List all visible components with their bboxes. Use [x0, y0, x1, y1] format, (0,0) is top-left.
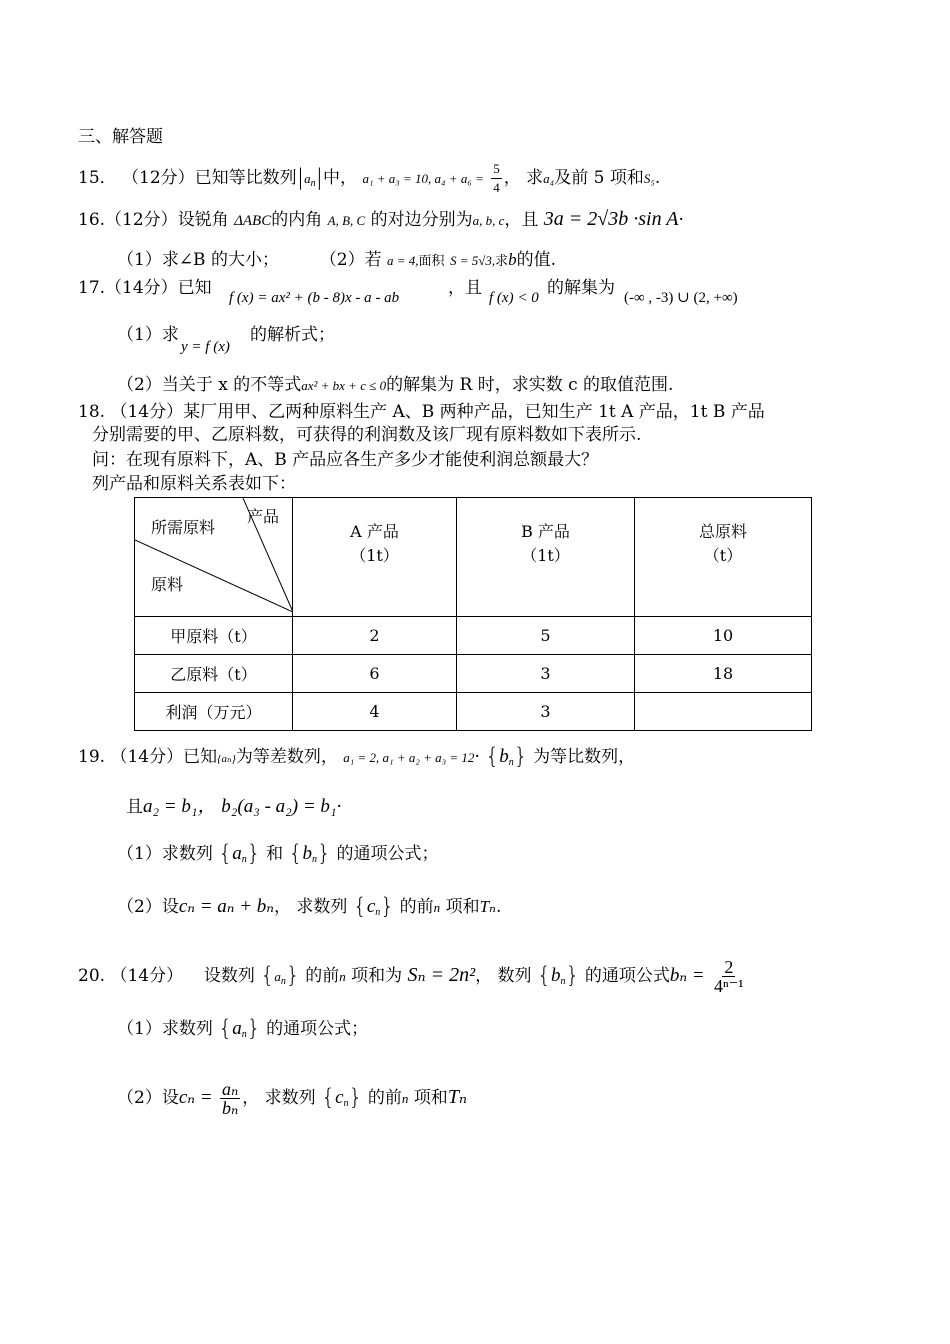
- q19-sub1-text: 和: [266, 844, 284, 864]
- q17-function: [229, 286, 399, 309]
- brace-right: }: [513, 744, 528, 770]
- q17-text: 已知: [177, 278, 212, 298]
- row-cell-total: [635, 693, 812, 731]
- q20-sub2-c: cₙ =: [178, 1087, 213, 1108]
- brace-right: }: [348, 1085, 363, 1111]
- seq-a-symbol: $a_n$: [304, 171, 316, 189]
- seq-c-symbol: $c_n$: [366, 896, 381, 918]
- q17-set-wrap: [624, 286, 738, 309]
- q19-sub2-def: cₙ = aₙ + bₙ: [178, 896, 275, 917]
- brace-right: }: [246, 1016, 261, 1042]
- seq-b-symbol: $b_n$: [550, 965, 566, 987]
- q20-text: 项和为: [351, 966, 403, 986]
- brace-left: {: [536, 963, 551, 989]
- q15-a4: a₄: [543, 171, 555, 186]
- q15-condition: a₁ + a₃ = 10, a₄ + a₆ =: [362, 171, 484, 186]
- corner-material-label: 原料: [151, 575, 184, 594]
- row-cell-b: 3: [457, 655, 635, 693]
- q16-text: 的对边分别为: [370, 210, 473, 230]
- col-a-label: A 产品: [350, 522, 399, 541]
- q17-points: （14分）: [105, 278, 178, 298]
- row-cell-a: 6: [293, 655, 457, 693]
- table-header-row: [135, 498, 812, 617]
- question-18: [78, 401, 765, 423]
- q17-sub2-ineq: ax² + bx + c ≤ 0: [301, 378, 387, 393]
- col-total-label: 总原料: [698, 522, 747, 541]
- question-19: [78, 746, 635, 770]
- q16-sub2-area-label: 面积: [418, 254, 445, 269]
- q20-sub2-text: 的前: [367, 1088, 402, 1108]
- q16-sub2-end: 的值.: [516, 250, 557, 270]
- q20-bn: bₙ =: [669, 965, 705, 986]
- question-17: [78, 277, 212, 299]
- q20-sub2-text: 项和: [413, 1088, 448, 1108]
- q15-s5: S₅: [643, 171, 655, 186]
- q19-text: ·: [336, 797, 342, 817]
- brace-right: }: [246, 841, 261, 867]
- q19-sub2-text: .: [495, 897, 502, 917]
- q17-sub1-func-wrap: [181, 335, 230, 358]
- q17-sub1-text: 的解析式；: [250, 325, 335, 345]
- q18-line4: 列产品和原料关系表如下：: [92, 474, 296, 494]
- q20-sub2-T: Tₙ: [447, 1086, 468, 1108]
- q20-text: 的通项公式: [584, 966, 670, 986]
- seq-b-symbol: $b_n$: [302, 843, 318, 865]
- q19-sub2-text: 的前: [399, 897, 434, 917]
- q15-text: 已知等比数列: [194, 168, 297, 188]
- question-20: [78, 958, 748, 995]
- q15-text: ， 求: [503, 168, 544, 188]
- q19-sub2-text: ， 求数列: [274, 897, 348, 917]
- q20-sub1-text: （1）求数列: [117, 1019, 213, 1039]
- q16-text: ，且: [504, 210, 539, 230]
- q18-line3: 问：在现有原料下，A、B 产品应各生产多少才能使利润总额最大？: [92, 450, 599, 470]
- q17-sub2: [117, 374, 673, 397]
- table-corner-cell: [135, 498, 293, 617]
- q19-sub1-text: 的通项公式；: [336, 844, 439, 864]
- brace-left: {: [321, 1085, 336, 1111]
- row-label: 甲原料（t）: [135, 617, 293, 655]
- q15-text: 及前 5 项和: [554, 168, 644, 188]
- brace-right: }: [317, 841, 332, 867]
- col-b-unit: （1t）: [521, 546, 570, 565]
- q19-text: ·: [474, 747, 480, 767]
- q16-text: 设锐角: [177, 210, 229, 230]
- brace-left: {: [485, 744, 500, 770]
- brace-left: {: [218, 841, 233, 867]
- row-label: 利润（万元）: [135, 693, 293, 731]
- q16-sub2-cond: a = 4,: [387, 253, 419, 268]
- q19-sub2-n: n: [433, 900, 441, 915]
- row-cell-total: 10: [635, 617, 812, 655]
- q19-sub2-text: 项和: [445, 897, 480, 917]
- q15-fraction: $\frac{5}{4}$: [493, 161, 500, 195]
- col-header-a: [293, 498, 457, 617]
- brace-left: {: [288, 841, 303, 867]
- q16-sub1: （1）求∠B 的大小；: [117, 250, 279, 270]
- q20-sub2-n: n: [401, 1091, 409, 1106]
- q17-set-label: [547, 277, 615, 299]
- section-title: 三、解答题: [78, 127, 163, 147]
- q16-sub2-area: S = 5√3,: [449, 253, 496, 268]
- q17-sub1-func: y = f (x): [181, 339, 230, 355]
- q16-sides: a, b, c: [472, 213, 505, 228]
- q20-number: 20.: [78, 966, 106, 986]
- q19-text: 且: [126, 797, 143, 817]
- q16-text: 的内角: [271, 210, 323, 230]
- question-16: [78, 208, 684, 232]
- q18-number: 18.: [78, 402, 106, 422]
- seq-a-symbol: $a_n$: [232, 1018, 247, 1040]
- q20-sub1: [117, 1018, 368, 1041]
- brace-left: {: [218, 1016, 233, 1042]
- q16-points: （12分）: [105, 210, 178, 230]
- q17-text: 的解集为: [547, 278, 615, 298]
- brace-left: |: [296, 165, 305, 191]
- q17-text: ，且: [448, 278, 482, 298]
- q20-text: 的前: [305, 966, 340, 986]
- row-cell-total: 18: [635, 655, 812, 693]
- brace-right: }: [285, 963, 300, 989]
- q20-sn: Sₙ = 2n²: [407, 964, 476, 986]
- brace-right: |: [315, 165, 324, 191]
- q17-continued: [448, 277, 482, 299]
- col-total-unit: （t）: [703, 546, 743, 565]
- corner-product-label: 产品: [247, 507, 280, 526]
- q17-set: (-∞ , -3) ∪ (2, +∞): [624, 290, 738, 306]
- q16-text: ·: [678, 210, 684, 230]
- q20-points: （14分）: [110, 966, 184, 986]
- q16-condition: 3a = 2√3b ·sin A: [543, 208, 679, 230]
- q19-text: 为等差数列，: [235, 747, 338, 767]
- q15-number: 15．: [78, 168, 117, 188]
- q19-sub1: [117, 843, 438, 866]
- q16-sub2: （2）若: [319, 250, 382, 270]
- table-row: [135, 617, 812, 655]
- q19-text: 已知: [183, 747, 218, 767]
- col-a-unit: （1t）: [350, 546, 399, 565]
- corner-required-label: 所需原料: [151, 518, 216, 537]
- q19-line2: [126, 796, 342, 818]
- question-15: [78, 160, 660, 197]
- q20-sub2-text: （2）设: [117, 1088, 179, 1108]
- q20-text: ， 数列: [475, 966, 532, 986]
- seq-a-symbol: $a_n$: [274, 969, 286, 987]
- q16-triangle: ΔABC: [234, 213, 272, 229]
- q20-n: n: [339, 969, 346, 984]
- q17-sub1-end: [250, 324, 335, 346]
- q17-ineq-wrap: [489, 286, 539, 309]
- q16-number: 16.: [78, 210, 106, 230]
- q17-sub1: [117, 324, 179, 346]
- q16-sub2-b: b: [508, 250, 517, 269]
- brace-right: }: [380, 894, 395, 920]
- col-header-total: [635, 498, 812, 617]
- q19-condition2: a₂ = b₁， b₂(a₃ - a₂) = b₁: [143, 796, 337, 817]
- col-header-b: [457, 498, 635, 617]
- q16-subquestions: [117, 249, 556, 273]
- q17-func: f (x) = ax² + (b - 8)x - a - ab: [229, 290, 400, 306]
- q17-ineq: f (x) < 0: [489, 290, 539, 306]
- q20-sub2-fraction: $\frac{\text{aₙ}}{\text{bₙ}}$: [221, 1079, 239, 1118]
- table-row: [135, 655, 812, 693]
- row-cell-a: 2: [293, 617, 457, 655]
- q15-points: （12分）: [122, 168, 195, 188]
- q19-condition: a₁ = 2, a₁ + a₂ + a₃ = 12: [343, 750, 475, 765]
- seq-a-symbol: $a_n$: [232, 843, 247, 865]
- table-row: [135, 693, 812, 731]
- row-label: 乙原料（t）: [135, 655, 293, 693]
- materials-table: [134, 497, 812, 731]
- q19-seq-a: {aₙ}: [217, 753, 236, 765]
- brace-right: }: [565, 963, 580, 989]
- seq-b-symbol: $b_n$: [499, 746, 514, 768]
- row-cell-b: 3: [457, 693, 635, 731]
- q18-line2: 分别需要的甲、乙原料数，可获得的利润数及该厂现有原料数如下表所示.: [92, 425, 642, 445]
- q16-angles: A, B, C: [327, 213, 366, 228]
- brace-left: {: [352, 894, 367, 920]
- q15-text: 中，: [323, 168, 358, 188]
- q17-sub2-text: 的解集为 R 时，求实数 c 的取值范围.: [386, 375, 674, 395]
- q18-line1: 某厂用甲、乙两种原料生产 A、B 两种产品，已知生产 1t A 产品，1t B 产品: [183, 402, 765, 422]
- q20-sub2: [117, 1080, 467, 1117]
- q19-sub1-text: （1）求数列: [117, 844, 213, 864]
- q18-points: （14分）: [110, 402, 184, 422]
- q19-sub2-T: Tₙ: [479, 897, 496, 916]
- q17-sub2-text: （2）当关于 x 的不等式: [117, 375, 302, 395]
- q20-sub2-text: ， 求数列: [242, 1088, 316, 1108]
- q19-sub2-text: （2）设: [117, 897, 179, 917]
- q20-text: 设数列: [203, 966, 255, 986]
- q20-fraction: $\frac{2}{\text{4ⁿ⁻¹}}$: [714, 957, 744, 996]
- row-cell-b: 5: [457, 617, 635, 655]
- q19-sub2: [117, 896, 501, 919]
- q19-text: 为等比数列，: [533, 747, 636, 767]
- q15-text: .: [654, 168, 661, 188]
- q19-points: （14分）: [110, 747, 184, 767]
- q20-sub1-text: 的通项公式；: [266, 1019, 369, 1039]
- seq-c-symbol: $c_n$: [335, 1087, 349, 1109]
- q19-number: 19.: [78, 747, 106, 767]
- brace-left: {: [260, 963, 275, 989]
- col-b-label: B 产品: [521, 522, 570, 541]
- row-cell-a: 4: [293, 693, 457, 731]
- q16-sub2-ask: 求: [495, 254, 509, 269]
- q17-sub1-text: （1）求: [117, 325, 179, 345]
- q17-number: 17.: [78, 278, 106, 298]
